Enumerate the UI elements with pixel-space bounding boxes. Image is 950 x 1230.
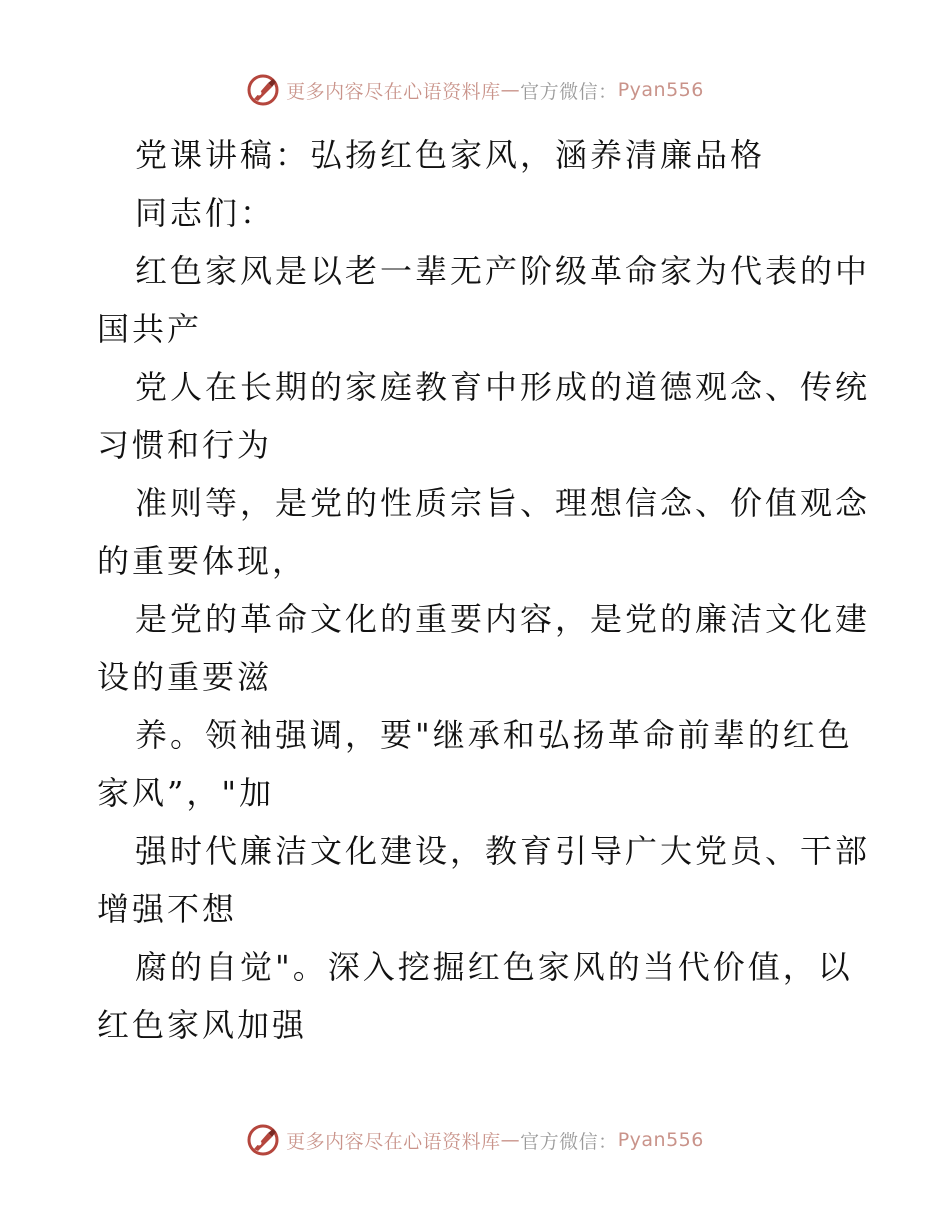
- watermark-label: 官方微信：: [520, 80, 618, 103]
- watermark-label: 官方微信：: [520, 1130, 618, 1153]
- text-line: 是党的革命文化的重要内容，是党的廉洁文化建: [135, 600, 871, 638]
- text-line: 红色家风加强: [97, 1006, 308, 1044]
- text-line: 红色家风是以老一辈无产阶级革命家为代表的中: [135, 252, 871, 290]
- text-line: 强时代廉洁文化建设，教育引导广大党员、干部: [135, 832, 871, 870]
- text-line: 习惯和行为: [97, 426, 273, 464]
- document-title: 党课讲稿：弘扬红色家风，涵养清廉品格: [135, 136, 766, 174]
- text-line: 国共产: [97, 310, 203, 348]
- text-line: 准则等，是党的性质宗旨、理想信念、价值观念: [135, 484, 871, 522]
- watermark-wechat-id: Pyan556: [617, 1129, 704, 1151]
- text-line: 党人在长期的家庭教育中形成的道德观念、传统: [135, 368, 871, 406]
- watermark-dash: —: [500, 79, 521, 101]
- watermark-dash: —: [500, 1129, 521, 1151]
- text-line: 的重要体现，: [97, 542, 308, 580]
- watermark-text: 更多内容尽在心语资料库: [286, 1130, 501, 1153]
- text-line: 家风”，"加: [97, 774, 275, 812]
- salutation: 同志们：: [135, 194, 276, 232]
- document-body: [97, 126, 871, 1054]
- watermark-text: 更多内容尽在心语资料库: [286, 80, 501, 103]
- pen-logo-icon: [246, 1123, 280, 1157]
- pen-logo-icon: [246, 73, 280, 107]
- footer-watermark: [0, 1122, 950, 1158]
- header-watermark: [0, 72, 950, 108]
- watermark-wechat-id: Pyan556: [617, 79, 704, 101]
- text-line: 养。领袖强调，要"继承和弘扬革命前辈的红色: [135, 716, 853, 754]
- text-line: 增强不想: [97, 890, 238, 928]
- text-line: 设的重要滋: [97, 658, 273, 696]
- text-line: 腐的自觉"。深入挖掘红色家风的当代价值，以: [135, 948, 853, 986]
